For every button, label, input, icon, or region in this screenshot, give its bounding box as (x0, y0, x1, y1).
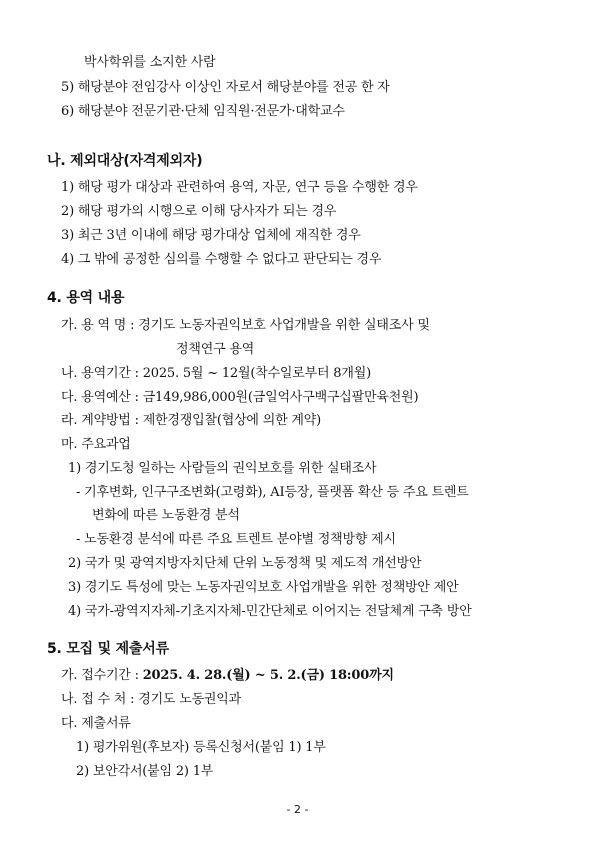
service-period: 나. 용역기간 : 2025. 5월 ~ 12월(착수일로부터 8개월) (61, 366, 371, 381)
service-heading: 4. 용역 내용 (47, 290, 125, 306)
qualification-item-5: 5) 해당분야 전임강사 이상인 자로서 해당분야를 전공 한 자 (61, 80, 390, 95)
task-item: 2) 국가 및 광역지방자치단체 단위 노동정책 및 제도적 개선방안 (68, 556, 422, 571)
qualification-item-6: 6) 해당분야 전문기관·단체 임직원·전문가·대학교수 (61, 104, 345, 119)
page-number: - 2 - (286, 803, 309, 816)
service-name: 가. 용 역 명 : 경기도 노동자권익보호 사업개발을 위한 실태조사 및 (61, 318, 430, 333)
application-office: 나. 접 수 처 : 경기도 노동권익과 (61, 692, 242, 707)
exclusion-item: 1) 해당 평가 대상과 관련하여 용역, 자문, 연구 등을 수행한 경우 (61, 180, 418, 195)
main-tasks-heading: 마. 주요과업 (61, 437, 131, 452)
service-budget: 다. 용역예산 : 금149,986,000원(금일억사구백구십팔만육천원) (61, 390, 419, 405)
task-subitem-cont: 변화에 따른 노동환경 분석 (92, 508, 240, 523)
task-item: 1) 경기도청 일하는 사람들의 권익보호를 위한 실태조사 (68, 461, 377, 476)
application-period-label: 가. 접수기간 : (61, 668, 143, 683)
document-item: 2) 보안각서(붙임 2) 1부 (76, 764, 214, 779)
task-item: 3) 경기도 특성에 맞는 노동자권익보호 사업개발을 위한 정책방안 제안 (68, 580, 459, 595)
document-item: 1) 평가위원(후보자) 등록신청서(붙임 1) 1부 (76, 740, 326, 755)
application-period-value: 2025. 4. 28.(월) ~ 5. 2.(금) 18:00까지 (142, 668, 394, 683)
exclusion-heading: 나. 제외대상(자격제외자) (47, 153, 203, 169)
service-name-cont: 정책연구 용역 (176, 342, 255, 357)
documents-heading: 다. 제출서류 (61, 716, 131, 731)
task-subitem: - 기후변화, 인구구조변화(고령화), AI등장, 플랫폼 확산 등 주요 트렌트 (76, 485, 469, 500)
service-contract-method: 라. 계약방법 : 제한경쟁입찰(협상에 의한 계약) (61, 413, 321, 428)
qualification-item-continuation: 박사학위를 소지한 사람 (84, 55, 216, 70)
application-period (61, 668, 394, 684)
recruit-heading: 5. 모집 및 제출서류 (47, 641, 169, 657)
task-item: 4) 국가-광역지자체-기초지자체-민간단체로 이어지는 전달체계 구축 방안 (68, 604, 472, 619)
exclusion-item: 4) 그 밖에 공정한 심의를 수행할 수 없다고 판단되는 경우 (61, 252, 382, 267)
task-subitem: - 노동환경 분석에 따른 주요 트렌트 분야별 정책방향 제시 (76, 532, 396, 547)
exclusion-item: 2) 해당 평가의 시행으로 이해 당사자가 되는 경우 (61, 204, 337, 219)
exclusion-item: 3) 최근 3년 이내에 해당 평가대상 업체에 재직한 경우 (61, 228, 361, 243)
